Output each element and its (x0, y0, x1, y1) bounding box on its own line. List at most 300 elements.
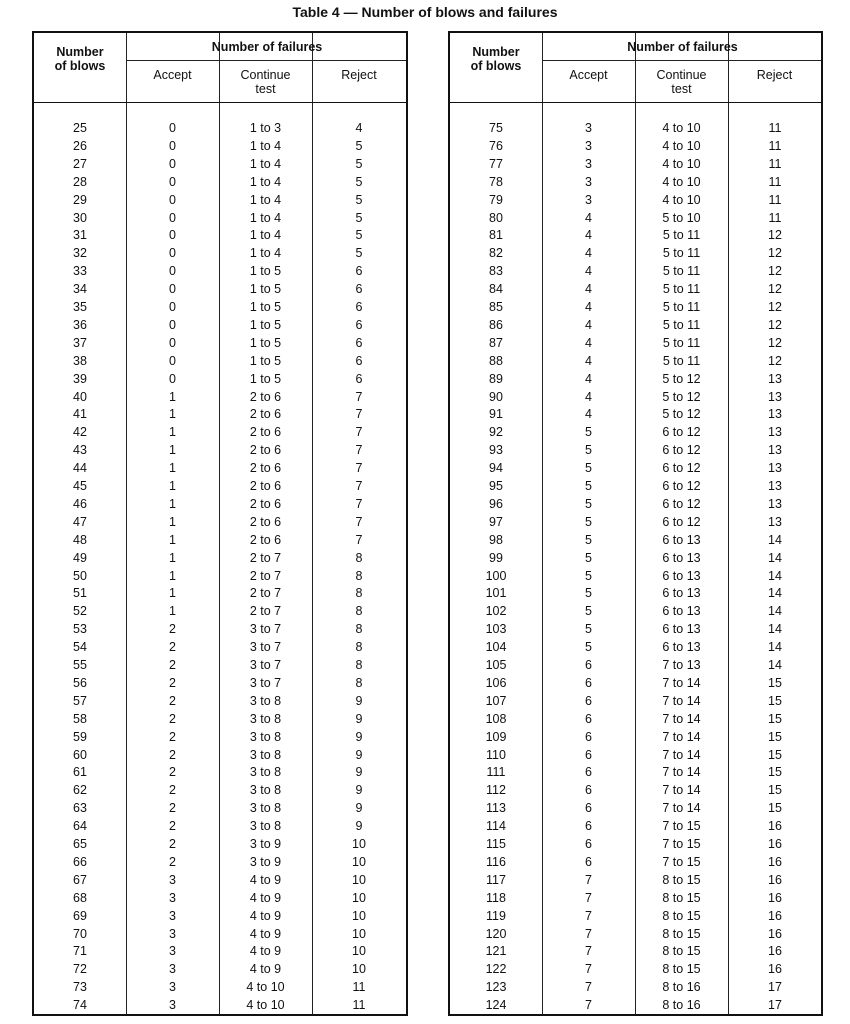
cell-blows: 98 (489, 532, 503, 547)
cell-reject: 8 (355, 675, 363, 690)
cell-reject: 14 (768, 622, 782, 637)
cell-continue-test: 6 to 12 (662, 496, 701, 511)
cell-accept: 6 (585, 854, 592, 869)
table-row (34, 907, 406, 925)
cell-accept: 1 (169, 586, 176, 601)
cell-continue-test: 3 to 9 (249, 854, 282, 869)
cell-reject: 14 (768, 658, 782, 672)
cell-accept: 1 (169, 443, 176, 458)
cell-accept: 4 (585, 246, 592, 261)
table-row (450, 262, 821, 280)
cell-blows: 37 (73, 335, 87, 350)
table-row (450, 477, 821, 495)
table-row (34, 567, 406, 585)
cell-accept: 7 (585, 890, 592, 905)
cell-blows: 84 (489, 282, 503, 297)
cell-reject: 9 (355, 819, 363, 834)
cell-blows: 51 (73, 586, 87, 601)
cell-blows: 120 (485, 926, 507, 941)
cell-continue-test: 6 to 12 (662, 443, 701, 458)
header-continue-test: Continue test (656, 68, 707, 96)
cell-reject: 5 (355, 228, 363, 243)
cell-continue-test: 2 to 6 (249, 479, 282, 493)
cell-blows: 65 (73, 837, 87, 851)
cell-reject: 13 (768, 479, 782, 493)
header-number-of-blows: Number of blows (54, 45, 106, 73)
table-row (450, 370, 821, 388)
cell-reject: 13 (768, 496, 782, 511)
cell-accept: 5 (585, 532, 592, 547)
header-number-of-failures: Number of failures (627, 40, 738, 54)
cell-reject: 10 (352, 872, 366, 887)
cell-accept: 5 (585, 461, 592, 476)
header-accept: Accept (569, 68, 608, 82)
cell-blows: 91 (489, 407, 503, 422)
cell-accept: 2 (169, 801, 176, 816)
cell-blows: 110 (486, 747, 506, 762)
cell-blows: 85 (489, 300, 503, 314)
cell-reject: 5 (355, 156, 363, 171)
cell-reject: 9 (355, 729, 363, 744)
cell-continue-test: 3 to 8 (249, 801, 282, 816)
cell-continue-test: 1 to 5 (249, 353, 282, 368)
cell-blows: 66 (73, 854, 87, 869)
cell-accept: 2 (169, 640, 176, 655)
cell-continue-test: 3 to 7 (249, 658, 282, 672)
cell-blows: 74 (73, 998, 87, 1013)
cell-blows: 47 (73, 514, 87, 529)
cell-blows: 116 (486, 854, 506, 869)
cell-blows: 123 (485, 980, 507, 995)
cell-reject: 16 (768, 872, 782, 887)
cell-reject: 13 (768, 461, 782, 476)
cell-reject: 6 (355, 300, 363, 314)
cell-accept: 1 (169, 425, 176, 440)
table-row (34, 191, 406, 209)
cell-continue-test: 6 to 13 (662, 622, 701, 637)
cell-continue-test: 3 to 8 (249, 819, 282, 834)
cell-continue-test: 1 to 5 (249, 317, 282, 332)
table-row (450, 925, 821, 943)
table-row (450, 173, 821, 191)
cell-accept: 4 (585, 335, 592, 350)
cell-reject: 13 (768, 425, 782, 440)
table-row (34, 495, 406, 513)
cell-continue-test: 5 to 12 (662, 389, 701, 404)
cell-accept: 4 (585, 264, 592, 279)
table-row (34, 620, 406, 638)
cell-reject: 11 (768, 210, 782, 225)
cell-accept: 3 (585, 156, 592, 171)
cell-reject: 11 (768, 174, 782, 189)
cell-continue-test: 1 to 4 (249, 228, 282, 243)
cell-accept: 0 (169, 228, 176, 243)
table-row (34, 352, 406, 370)
cell-continue-test: 7 to 14 (662, 783, 701, 798)
table-row (450, 226, 821, 244)
cell-accept: 3 (169, 872, 176, 887)
cell-accept: 3 (585, 192, 592, 207)
cell-blows: 33 (73, 264, 87, 279)
cell-continue-test: 2 to 6 (249, 407, 282, 422)
cell-continue-test: 5 to 11 (662, 246, 701, 261)
table-row (34, 835, 406, 853)
cell-blows: 43 (73, 443, 87, 458)
cell-accept: 5 (585, 568, 592, 583)
table-row (34, 531, 406, 549)
cell-continue-test: 6 to 12 (662, 461, 701, 476)
cell-accept: 1 (169, 532, 176, 547)
cell-continue-test: 7 to 14 (662, 693, 701, 708)
cell-blows: 77 (489, 156, 503, 171)
table-row (34, 728, 406, 746)
cell-reject: 10 (352, 854, 366, 869)
cell-accept: 2 (169, 837, 176, 851)
cell-continue-test: 6 to 12 (662, 479, 701, 493)
cell-blows: 78 (489, 174, 503, 189)
cell-accept: 3 (169, 944, 176, 959)
cell-continue-test: 5 to 11 (662, 228, 701, 243)
cell-reject: 6 (355, 353, 363, 368)
cell-accept: 0 (169, 282, 176, 297)
cell-continue-test: 1 to 4 (249, 174, 282, 189)
cell-reject: 10 (352, 890, 366, 905)
cell-accept: 2 (169, 658, 176, 672)
cell-accept: 7 (585, 926, 592, 941)
cell-continue-test: 1 to 5 (249, 371, 282, 386)
cell-accept: 4 (585, 300, 592, 314)
cell-continue-test: 3 to 8 (249, 711, 282, 726)
cell-accept: 5 (585, 640, 592, 655)
cell-reject: 11 (768, 156, 782, 171)
cell-accept: 0 (169, 246, 176, 261)
cell-blows: 90 (489, 389, 503, 404)
table-row (34, 423, 406, 441)
table-row (450, 209, 821, 227)
cell-accept: 1 (169, 514, 176, 529)
cell-continue-test: 3 to 8 (249, 729, 282, 744)
cell-accept: 4 (585, 210, 592, 225)
table-row (34, 244, 406, 262)
cell-blows: 76 (489, 138, 503, 153)
cell-blows: 31 (73, 228, 87, 243)
cell-reject: 15 (768, 729, 782, 744)
cell-reject: 14 (768, 604, 782, 619)
cell-blows: 79 (489, 192, 503, 207)
cell-accept: 5 (585, 622, 592, 637)
cell-continue-test: 1 to 4 (249, 192, 282, 207)
cell-accept: 6 (585, 729, 592, 744)
table-row (34, 226, 406, 244)
cell-reject: 16 (768, 854, 782, 869)
table-row (450, 531, 821, 549)
cell-reject: 10 (352, 926, 366, 941)
cell-continue-test: 5 to 11 (662, 264, 701, 279)
cell-accept: 2 (169, 622, 176, 637)
table-row (34, 925, 406, 943)
cell-continue-test: 7 to 15 (662, 819, 701, 834)
cell-accept: 0 (169, 353, 176, 368)
table-row (450, 405, 821, 423)
cell-continue-test: 7 to 14 (662, 711, 701, 726)
cell-reject: 7 (355, 532, 363, 547)
table-title: Table 4 — Number of blows and failures (292, 4, 558, 20)
table-row (34, 978, 406, 996)
cell-accept: 0 (169, 121, 176, 135)
cell-reject: 5 (355, 138, 363, 153)
cell-blows: 112 (486, 783, 506, 798)
table-row (34, 602, 406, 620)
cell-continue-test: 3 to 7 (249, 622, 282, 637)
cell-continue-test: 8 to 15 (662, 962, 701, 977)
cell-continue-test: 8 to 15 (662, 908, 701, 923)
table-row (34, 817, 406, 835)
cell-reject: 12 (768, 264, 782, 279)
cell-continue-test: 5 to 11 (662, 282, 701, 297)
table-row (450, 889, 821, 907)
cell-continue-test: 1 to 5 (249, 264, 282, 279)
cell-accept: 3 (585, 121, 592, 135)
cell-blows: 64 (73, 819, 87, 834)
cell-blows: 124 (485, 998, 507, 1013)
cell-accept: 4 (585, 317, 592, 332)
cell-accept: 3 (169, 908, 176, 923)
table-row (34, 549, 406, 567)
table-row (450, 567, 821, 585)
cell-continue-test: 8 to 15 (662, 944, 701, 959)
cell-blows: 67 (73, 872, 87, 887)
cell-reject: 11 (768, 192, 782, 207)
cell-blows: 99 (489, 550, 503, 565)
table-row (34, 692, 406, 710)
cell-continue-test: 6 to 13 (662, 550, 701, 565)
cell-blows: 28 (73, 174, 87, 189)
table-row (34, 316, 406, 334)
blows-table-right (448, 31, 823, 1016)
cell-continue-test: 2 to 6 (249, 425, 282, 440)
cell-reject: 10 (352, 944, 366, 959)
cell-accept: 2 (169, 747, 176, 762)
table-row (450, 584, 821, 602)
table-row (450, 710, 821, 728)
cell-continue-test: 7 to 14 (662, 747, 701, 762)
cell-accept: 5 (585, 514, 592, 529)
cell-reject: 5 (355, 174, 363, 189)
cell-continue-test: 6 to 12 (662, 514, 701, 529)
header-continue-test: Continue test (240, 68, 291, 96)
cell-accept: 0 (169, 192, 176, 207)
cell-blows: 62 (73, 783, 87, 798)
cell-continue-test: 2 to 7 (249, 604, 282, 619)
cell-blows: 45 (73, 479, 87, 493)
cell-continue-test: 3 to 7 (249, 675, 282, 690)
cell-accept: 6 (585, 837, 592, 851)
cell-continue-test: 1 to 5 (249, 335, 282, 350)
table-row (34, 996, 406, 1014)
cell-reject: 7 (355, 443, 363, 458)
cell-accept: 3 (585, 174, 592, 189)
table-row (34, 960, 406, 978)
cell-accept: 4 (585, 282, 592, 297)
cell-reject: 13 (768, 371, 782, 386)
cell-blows: 34 (73, 282, 87, 297)
table-row (450, 674, 821, 692)
table-row (34, 137, 406, 155)
cell-blows: 71 (73, 944, 87, 959)
cell-reject: 7 (355, 389, 363, 404)
cell-blows: 56 (73, 675, 87, 690)
table-row (450, 692, 821, 710)
cell-continue-test: 3 to 8 (249, 783, 282, 798)
cell-accept: 7 (585, 872, 592, 887)
cell-accept: 0 (169, 264, 176, 279)
cell-accept: 6 (585, 765, 592, 780)
cell-continue-test: 4 to 10 (662, 156, 701, 171)
table-row (34, 155, 406, 173)
cell-accept: 3 (169, 890, 176, 905)
cell-blows: 48 (73, 532, 87, 547)
table-row (34, 388, 406, 406)
table-row (34, 209, 406, 227)
cell-blows: 59 (73, 729, 87, 744)
cell-reject: 8 (355, 586, 363, 601)
cell-blows: 97 (489, 514, 503, 529)
cell-continue-test: 5 to 12 (662, 407, 701, 422)
cell-blows: 100 (485, 568, 507, 583)
cell-blows: 111 (486, 765, 506, 780)
cell-continue-test: 6 to 13 (662, 586, 701, 601)
cell-blows: 73 (73, 980, 87, 995)
table-row (34, 889, 406, 907)
cell-reject: 16 (768, 944, 782, 959)
cell-continue-test: 5 to 11 (662, 335, 701, 350)
cell-reject: 13 (768, 407, 782, 422)
cell-continue-test: 6 to 12 (662, 425, 701, 440)
cell-accept: 6 (585, 658, 592, 672)
cell-accept: 3 (169, 962, 176, 977)
table-row (450, 638, 821, 656)
cell-reject: 8 (355, 550, 363, 565)
table-row (450, 352, 821, 370)
table-row (450, 781, 821, 799)
cell-blows: 82 (489, 246, 503, 261)
cell-blows: 70 (73, 926, 87, 941)
cell-blows: 58 (73, 711, 87, 726)
cell-blows: 108 (485, 711, 507, 726)
cell-reject: 7 (355, 425, 363, 440)
cell-continue-test: 4 to 9 (249, 872, 282, 887)
cell-blows: 36 (73, 317, 87, 332)
cell-reject: 13 (768, 514, 782, 529)
cell-accept: 1 (169, 568, 176, 583)
cell-accept: 4 (585, 371, 592, 386)
cell-reject: 11 (352, 980, 366, 995)
cell-accept: 1 (169, 407, 176, 422)
table-row (34, 298, 406, 316)
cell-reject: 8 (355, 640, 363, 655)
cell-reject: 14 (768, 550, 782, 565)
cell-continue-test: 1 to 5 (249, 300, 282, 314)
table-row (34, 584, 406, 602)
cell-continue-test: 5 to 11 (662, 300, 701, 314)
cell-blows: 60 (73, 747, 87, 762)
cell-continue-test: 2 to 7 (249, 550, 282, 565)
table-row (450, 513, 821, 531)
cell-reject: 14 (768, 532, 782, 547)
table-row (34, 638, 406, 656)
cell-continue-test: 8 to 16 (662, 998, 701, 1013)
cell-continue-test: 3 to 9 (249, 837, 282, 851)
cell-blows: 41 (73, 407, 87, 422)
cell-reject: 16 (768, 837, 782, 851)
cell-reject: 17 (768, 998, 782, 1013)
cell-accept: 0 (169, 371, 176, 386)
cell-accept: 4 (585, 228, 592, 243)
table-row (450, 656, 821, 674)
cell-accept: 0 (169, 156, 176, 171)
header-reject: Reject (341, 68, 377, 82)
table-row (450, 907, 821, 925)
cell-accept: 7 (585, 998, 592, 1013)
cell-blows: 80 (489, 210, 503, 225)
cell-continue-test: 8 to 15 (662, 926, 701, 941)
table-row (34, 674, 406, 692)
cell-continue-test: 7 to 14 (662, 729, 701, 744)
cell-accept: 5 (585, 604, 592, 619)
cell-blows: 94 (489, 461, 503, 476)
cell-blows: 86 (489, 317, 503, 332)
cell-accept: 2 (169, 854, 176, 869)
cell-continue-test: 7 to 14 (662, 765, 701, 780)
cell-accept: 4 (585, 389, 592, 404)
cell-blows: 93 (489, 443, 503, 458)
cell-continue-test: 2 to 7 (249, 568, 282, 583)
cell-accept: 0 (169, 300, 176, 314)
cell-reject: 14 (768, 568, 782, 583)
table-row (450, 835, 821, 853)
table-row (450, 388, 821, 406)
cell-accept: 0 (169, 335, 176, 350)
cell-continue-test: 7 to 15 (662, 837, 701, 851)
table-row (34, 746, 406, 764)
table-row (34, 710, 406, 728)
cell-reject: 12 (768, 353, 782, 368)
cell-blows: 39 (73, 371, 87, 386)
cell-continue-test: 7 to 14 (662, 801, 701, 816)
cell-accept: 3 (585, 138, 592, 153)
cell-accept: 4 (585, 353, 592, 368)
cell-reject: 8 (355, 622, 363, 637)
table-row (450, 728, 821, 746)
cell-accept: 3 (169, 998, 176, 1013)
cell-accept: 6 (585, 819, 592, 834)
cell-reject: 5 (355, 192, 363, 207)
cell-continue-test: 1 to 3 (249, 121, 282, 135)
table-row (34, 280, 406, 298)
cell-blows: 29 (73, 192, 87, 207)
table-row (34, 334, 406, 352)
table-row (450, 244, 821, 262)
cell-accept: 5 (585, 443, 592, 458)
cell-accept: 6 (585, 801, 592, 816)
cell-accept: 7 (585, 944, 592, 959)
cell-reject: 14 (768, 586, 782, 601)
cell-blows: 81 (489, 228, 503, 243)
cell-reject: 12 (768, 282, 782, 297)
cell-blows: 53 (73, 622, 87, 637)
cell-reject: 10 (352, 962, 366, 977)
cell-reject: 9 (355, 801, 363, 816)
